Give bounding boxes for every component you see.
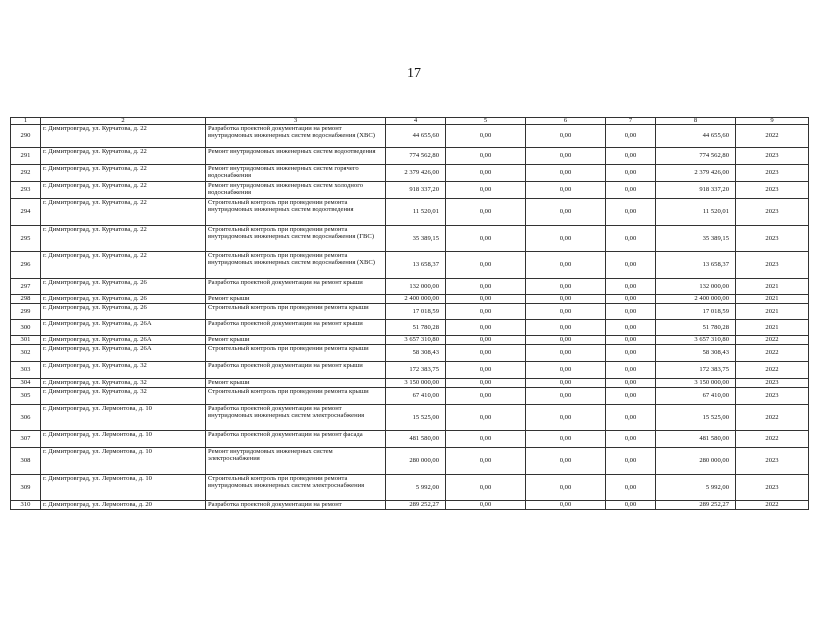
owners-funds-cell: 918 337,20 <box>656 182 736 199</box>
year-cell: 2022 <box>736 125 809 148</box>
row-number: 302 <box>11 345 41 362</box>
row-number: 307 <box>11 431 41 448</box>
table-row <box>11 345 809 362</box>
total-cost-cell: 17 018,59 <box>386 304 446 320</box>
capital-repair-table <box>10 117 809 510</box>
fund-cell: 0,00 <box>526 431 606 448</box>
year-cell: 2023 <box>736 388 809 405</box>
total-cost-cell: 918 337,20 <box>386 182 446 199</box>
total-cost-cell: 481 580,00 <box>386 431 446 448</box>
fund-cell: 0,00 <box>606 388 656 405</box>
row-number: 292 <box>11 165 41 182</box>
year-cell: 2022 <box>736 336 809 345</box>
work-type-cell: Разработка проектной документации на ремонт внутридомовых инженерных систем водоснабжения (ХВС) <box>206 125 386 148</box>
owners-funds-cell: 132 000,00 <box>656 279 736 295</box>
table-row <box>11 388 809 405</box>
year-cell: 2023 <box>736 448 809 475</box>
owners-funds-cell: 44 655,60 <box>656 125 736 148</box>
work-type-cell: Ремонт внутридомовых инженерных систем электроснабжения <box>206 448 386 475</box>
work-type-cell: Разработка проектной документации на ремонт крыши <box>206 320 386 336</box>
row-number: 294 <box>11 199 41 226</box>
owners-funds-cell: 11 520,01 <box>656 199 736 226</box>
year-cell: 2023 <box>736 199 809 226</box>
total-cost-cell: 289 252,27 <box>386 501 446 510</box>
work-type-cell: Ремонт внутридомовых инженерных систем холодного водоснабжения <box>206 182 386 199</box>
address-cell: г. Димитровград, ул. Курчатова, д. 26 <box>41 279 206 295</box>
row-number: 301 <box>11 336 41 345</box>
owners-funds-cell: 280 000,00 <box>656 448 736 475</box>
total-cost-cell: 3 657 310,80 <box>386 336 446 345</box>
work-type-cell: Разработка проектной документации на ремонт фасада <box>206 431 386 448</box>
total-cost-cell: 2 400 000,00 <box>386 295 446 304</box>
year-cell: 2022 <box>736 405 809 431</box>
fund-cell: 0,00 <box>446 405 526 431</box>
work-type-cell: Строительный контроль при проведении ремонта внутридомовых инженерных систем водоснабжения (ХВС) <box>206 252 386 279</box>
table-row <box>11 475 809 501</box>
table-row <box>11 295 809 304</box>
fund-cell: 0,00 <box>446 388 526 405</box>
table-row <box>11 148 809 165</box>
year-cell: 2022 <box>736 362 809 379</box>
fund-cell: 0,00 <box>606 379 656 388</box>
table-row <box>11 165 809 182</box>
table-row <box>11 304 809 320</box>
fund-cell: 0,00 <box>526 148 606 165</box>
fund-cell: 0,00 <box>606 320 656 336</box>
work-type-cell: Строительный контроль при проведении ремонта внутридомовых инженерных систем электроснабжения <box>206 475 386 501</box>
row-number: 295 <box>11 226 41 252</box>
fund-cell: 0,00 <box>526 388 606 405</box>
work-type-cell: Разработка проектной документации на ремонт внутридомовых инженерных систем электроснабжения <box>206 405 386 431</box>
owners-funds-cell: 17 018,59 <box>656 304 736 320</box>
row-number: 299 <box>11 304 41 320</box>
row-number: 306 <box>11 405 41 431</box>
address-cell: г. Димитровград, ул. Курчатова, д. 26А <box>41 336 206 345</box>
work-type-cell: Строительный контроль при проведении ремонта внутридомовых инженерных систем водоотведения <box>206 199 386 226</box>
fund-cell: 0,00 <box>446 431 526 448</box>
work-type-cell: Строительный контроль при проведении ремонта крыши <box>206 345 386 362</box>
work-type-cell: Разработка проектной документации на ремонт <box>206 501 386 510</box>
fund-cell: 0,00 <box>446 252 526 279</box>
work-type-cell: Разработка проектной документации на ремонт крыши <box>206 362 386 379</box>
fund-cell: 0,00 <box>606 431 656 448</box>
year-cell: 2021 <box>736 295 809 304</box>
fund-cell: 0,00 <box>526 475 606 501</box>
fund-cell: 0,00 <box>526 252 606 279</box>
fund-cell: 0,00 <box>606 405 656 431</box>
fund-cell: 0,00 <box>446 379 526 388</box>
fund-cell: 0,00 <box>606 448 656 475</box>
fund-cell: 0,00 <box>446 295 526 304</box>
total-cost-cell: 5 992,00 <box>386 475 446 501</box>
address-cell: г. Димитровград, ул. Курчатова, д. 32 <box>41 362 206 379</box>
address-cell: г. Димитровград, ул. Курчатова, д. 32 <box>41 388 206 405</box>
fund-cell: 0,00 <box>526 165 606 182</box>
work-type-cell: Ремонт крыши <box>206 379 386 388</box>
column-header: 9 <box>736 118 809 125</box>
table-row <box>11 336 809 345</box>
fund-cell: 0,00 <box>526 501 606 510</box>
table-row <box>11 252 809 279</box>
table-row <box>11 379 809 388</box>
table-row <box>11 501 809 510</box>
total-cost-cell: 132 000,00 <box>386 279 446 295</box>
owners-funds-cell: 13 658,37 <box>656 252 736 279</box>
owners-funds-cell: 51 780,28 <box>656 320 736 336</box>
row-number: 309 <box>11 475 41 501</box>
total-cost-cell: 280 000,00 <box>386 448 446 475</box>
row-number: 293 <box>11 182 41 199</box>
address-cell: г. Димитровград, ул. Курчатова, д. 22 <box>41 165 206 182</box>
work-type-cell: Ремонт крыши <box>206 336 386 345</box>
column-header: 3 <box>206 118 386 125</box>
row-number: 308 <box>11 448 41 475</box>
fund-cell: 0,00 <box>446 501 526 510</box>
fund-cell: 0,00 <box>446 182 526 199</box>
total-cost-cell: 172 383,75 <box>386 362 446 379</box>
row-number: 303 <box>11 362 41 379</box>
fund-cell: 0,00 <box>446 362 526 379</box>
fund-cell: 0,00 <box>526 405 606 431</box>
address-cell: г. Димитровград, ул. Курчатова, д. 22 <box>41 199 206 226</box>
fund-cell: 0,00 <box>606 199 656 226</box>
address-cell: г. Димитровград, ул. Курчатова, д. 22 <box>41 182 206 199</box>
row-number: 290 <box>11 125 41 148</box>
year-cell: 2023 <box>736 165 809 182</box>
fund-cell: 0,00 <box>606 362 656 379</box>
address-cell: г. Димитровград, ул. Курчатова, д. 26 <box>41 295 206 304</box>
row-number: 305 <box>11 388 41 405</box>
owners-funds-cell: 58 308,43 <box>656 345 736 362</box>
table-row <box>11 226 809 252</box>
address-cell: г. Димитровград, ул. Лермонтова, д. 10 <box>41 405 206 431</box>
table-row <box>11 362 809 379</box>
fund-cell: 0,00 <box>526 279 606 295</box>
year-cell: 2022 <box>736 345 809 362</box>
fund-cell: 0,00 <box>606 279 656 295</box>
row-number: 297 <box>11 279 41 295</box>
owners-funds-cell: 172 383,75 <box>656 362 736 379</box>
fund-cell: 0,00 <box>446 165 526 182</box>
column-header: 2 <box>41 118 206 125</box>
fund-cell: 0,00 <box>446 148 526 165</box>
address-cell: г. Димитровград, ул. Курчатова, д. 22 <box>41 125 206 148</box>
owners-funds-cell: 5 992,00 <box>656 475 736 501</box>
owners-funds-cell: 2 379 426,00 <box>656 165 736 182</box>
total-cost-cell: 35 389,15 <box>386 226 446 252</box>
row-number: 291 <box>11 148 41 165</box>
year-cell: 2023 <box>736 182 809 199</box>
fund-cell: 0,00 <box>606 148 656 165</box>
row-number: 298 <box>11 295 41 304</box>
page-number: 17 <box>407 66 421 81</box>
year-cell: 2023 <box>736 226 809 252</box>
total-cost-cell: 67 410,00 <box>386 388 446 405</box>
fund-cell: 0,00 <box>526 448 606 475</box>
work-type-cell: Ремонт внутридомовых инженерных систем водоотведения <box>206 148 386 165</box>
column-header: 1 <box>11 118 41 125</box>
total-cost-cell: 15 525,00 <box>386 405 446 431</box>
column-number-row <box>11 118 809 125</box>
owners-funds-cell: 15 525,00 <box>656 405 736 431</box>
fund-cell: 0,00 <box>526 345 606 362</box>
work-type-cell: Ремонт внутридомовых инженерных систем горячего водоснабжения <box>206 165 386 182</box>
fund-cell: 0,00 <box>606 304 656 320</box>
address-cell: г. Димитровград, ул. Курчатова, д. 26А <box>41 320 206 336</box>
total-cost-cell: 11 520,01 <box>386 199 446 226</box>
fund-cell: 0,00 <box>606 226 656 252</box>
fund-cell: 0,00 <box>526 182 606 199</box>
table-row <box>11 405 809 431</box>
address-cell: г. Димитровград, ул. Лермонтова, д. 10 <box>41 431 206 448</box>
address-cell: г. Димитровград, ул. Лермонтова, д. 20 <box>41 501 206 510</box>
table-row <box>11 279 809 295</box>
fund-cell: 0,00 <box>606 165 656 182</box>
owners-funds-cell: 774 562,80 <box>656 148 736 165</box>
address-cell: г. Димитровград, ул. Лермонтова, д. 10 <box>41 448 206 475</box>
total-cost-cell: 44 655,60 <box>386 125 446 148</box>
fund-cell: 0,00 <box>526 336 606 345</box>
year-cell: 2023 <box>736 379 809 388</box>
table-row <box>11 448 809 475</box>
fund-cell: 0,00 <box>526 199 606 226</box>
total-cost-cell: 2 379 426,00 <box>386 165 446 182</box>
year-cell: 2023 <box>736 252 809 279</box>
fund-cell: 0,00 <box>526 226 606 252</box>
fund-cell: 0,00 <box>606 336 656 345</box>
table-row <box>11 182 809 199</box>
owners-funds-cell: 67 410,00 <box>656 388 736 405</box>
address-cell: г. Димитровград, ул. Курчатова, д. 26А <box>41 345 206 362</box>
fund-cell: 0,00 <box>606 252 656 279</box>
row-number: 296 <box>11 252 41 279</box>
fund-cell: 0,00 <box>526 320 606 336</box>
year-cell: 2023 <box>736 475 809 501</box>
year-cell: 2021 <box>736 304 809 320</box>
column-header: 6 <box>526 118 606 125</box>
fund-cell: 0,00 <box>446 320 526 336</box>
column-header: 5 <box>446 118 526 125</box>
address-cell: г. Димитровград, ул. Курчатова, д. 22 <box>41 226 206 252</box>
total-cost-cell: 774 562,80 <box>386 148 446 165</box>
owners-funds-cell: 481 580,00 <box>656 431 736 448</box>
table-row <box>11 431 809 448</box>
work-type-cell: Строительный контроль при проведении ремонта крыши <box>206 388 386 405</box>
row-number: 300 <box>11 320 41 336</box>
address-cell: г. Димитровград, ул. Курчатова, д. 26 <box>41 304 206 320</box>
owners-funds-cell: 289 252,27 <box>656 501 736 510</box>
owners-funds-cell: 3 150 000,00 <box>656 379 736 388</box>
work-type-cell: Разработка проектной документации на ремонт крыши <box>206 279 386 295</box>
table-row <box>11 320 809 336</box>
address-cell: г. Димитровград, ул. Курчатова, д. 22 <box>41 148 206 165</box>
address-cell: г. Димитровград, ул. Курчатова, д. 32 <box>41 379 206 388</box>
fund-cell: 0,00 <box>606 182 656 199</box>
work-type-cell: Ремонт крыши <box>206 295 386 304</box>
fund-cell: 0,00 <box>446 279 526 295</box>
year-cell: 2023 <box>736 148 809 165</box>
owners-funds-cell: 35 389,15 <box>656 226 736 252</box>
table-row <box>11 199 809 226</box>
fund-cell: 0,00 <box>446 199 526 226</box>
fund-cell: 0,00 <box>446 448 526 475</box>
fund-cell: 0,00 <box>526 362 606 379</box>
fund-cell: 0,00 <box>606 295 656 304</box>
work-type-cell: Строительный контроль при проведении ремонта крыши <box>206 304 386 320</box>
fund-cell: 0,00 <box>446 475 526 501</box>
owners-funds-cell: 3 657 310,80 <box>656 336 736 345</box>
fund-cell: 0,00 <box>606 125 656 148</box>
fund-cell: 0,00 <box>446 125 526 148</box>
fund-cell: 0,00 <box>606 475 656 501</box>
year-cell: 2022 <box>736 501 809 510</box>
column-header: 8 <box>656 118 736 125</box>
table-row <box>11 125 809 148</box>
row-number: 304 <box>11 379 41 388</box>
fund-cell: 0,00 <box>526 379 606 388</box>
row-number: 310 <box>11 501 41 510</box>
year-cell: 2021 <box>736 320 809 336</box>
fund-cell: 0,00 <box>446 336 526 345</box>
fund-cell: 0,00 <box>526 125 606 148</box>
fund-cell: 0,00 <box>526 304 606 320</box>
year-cell: 2021 <box>736 279 809 295</box>
year-cell: 2022 <box>736 431 809 448</box>
fund-cell: 0,00 <box>606 501 656 510</box>
fund-cell: 0,00 <box>446 345 526 362</box>
total-cost-cell: 3 150 000,00 <box>386 379 446 388</box>
column-header: 7 <box>606 118 656 125</box>
total-cost-cell: 51 780,28 <box>386 320 446 336</box>
fund-cell: 0,00 <box>606 345 656 362</box>
total-cost-cell: 58 308,43 <box>386 345 446 362</box>
total-cost-cell: 13 658,37 <box>386 252 446 279</box>
fund-cell: 0,00 <box>526 295 606 304</box>
fund-cell: 0,00 <box>446 226 526 252</box>
address-cell: г. Димитровград, ул. Лермонтова, д. 10 <box>41 475 206 501</box>
column-header: 4 <box>386 118 446 125</box>
work-type-cell: Строительный контроль при проведении ремонта внутридомовых инженерных систем водоснабжения (ГВС) <box>206 226 386 252</box>
address-cell: г. Димитровград, ул. Курчатова, д. 22 <box>41 252 206 279</box>
fund-cell: 0,00 <box>446 304 526 320</box>
owners-funds-cell: 2 400 000,00 <box>656 295 736 304</box>
